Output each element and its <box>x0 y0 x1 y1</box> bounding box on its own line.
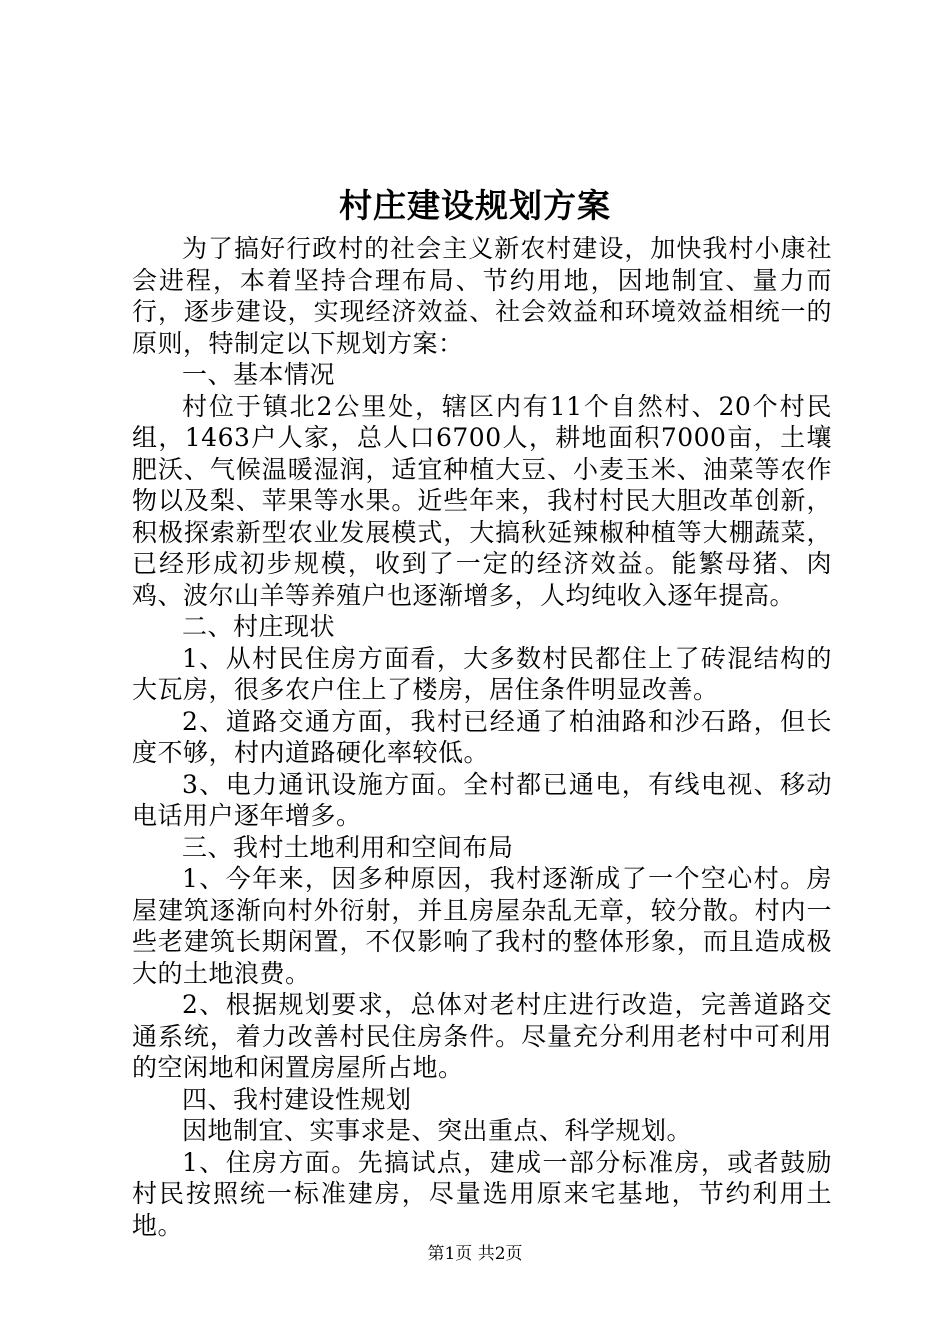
paragraph-housing-status: 1、从村民住房方面看，大多数村民都住上了砖混结构的大瓦房，很多农户住上了楼房，居住条件明显改善。 <box>132 643 832 704</box>
paragraph-plan-housing: 1、住房方面。先搞试点，建成一部分标准房，或者鼓励村民按照统一标准建房，尽量选用原来宅基地，节约利用土地。 <box>132 1147 832 1240</box>
document-body <box>132 233 832 1241</box>
paragraph-plan-principles: 因地制宜、实事求是、突出重点、科学规划。 <box>182 1116 693 1145</box>
page-number-footer: 第1页 共2页 <box>427 1244 523 1264</box>
paragraph-basic-situation: 村位于镇北2公里处，辖区内有11个自然村、20个村民组，1463户人家，总人口6700人，耕地面积7000亩，土壤肥沃、气候温暖湿润，适宜种植大豆、小麦玉米、油菜等农作物以及梨、苹果等水果。近些年来，我村村民大胆改革创新，积极探索新型农业发展模式，大搞秋延辣椒种植等大棚蔬菜，已经形成初步规模，收到了一定的经济效益。能繁母猪、肉鸡、波尔山羊等养殖户也逐渐增多，人均纯收入逐年提高。 <box>132 391 832 610</box>
paragraph-intro: 为了搞好行政村的社会主义新农村建设，加快我村小康社会进程，本着坚持合理布局、节约用地，因地制宜、量力而行，逐步建设，实现经济效益、社会效益和环境效益相统一的原则，特制定以下规划方案： <box>132 234 832 358</box>
paragraph-land-use-2: 2、根据规划要求，总体对老村庄进行改造，完善道路交通系统，着力改善村民住房条件。尽量充分利用老村中可利用的空闲地和闲置房屋所占地。 <box>132 990 832 1082</box>
document-title: 村庄建设规划方案 <box>339 186 611 225</box>
section-heading-construction-plan: 四、我村建设性规划 <box>182 1084 412 1114</box>
paragraph-road-status: 2、道路交通方面，我村已经通了柏油路和沙石路，但长度不够，村内道路硬化率较低。 <box>132 706 832 767</box>
section-heading-current-status: 二、村庄现状 <box>182 612 336 641</box>
paragraph-power-telecom-status: 3、电力通讯设施方面。全村都已通电，有线电视、移动电话用户逐年增多。 <box>132 769 832 830</box>
section-heading-basic-situation: 一、基本情况 <box>182 360 336 389</box>
section-heading-land-use: 三、我村土地利用和空间布局 <box>182 832 514 862</box>
paragraph-land-use-1: 1、今年来，因多种原因，我村逐渐成了一个空心村。房屋建筑逐渐向村外衍射，并且房屋杂乱无章，较分散。村内一些老建筑长期闲置，不仅影响了我村的整体形象，而且造成极大的土地浪费。 <box>132 864 832 988</box>
